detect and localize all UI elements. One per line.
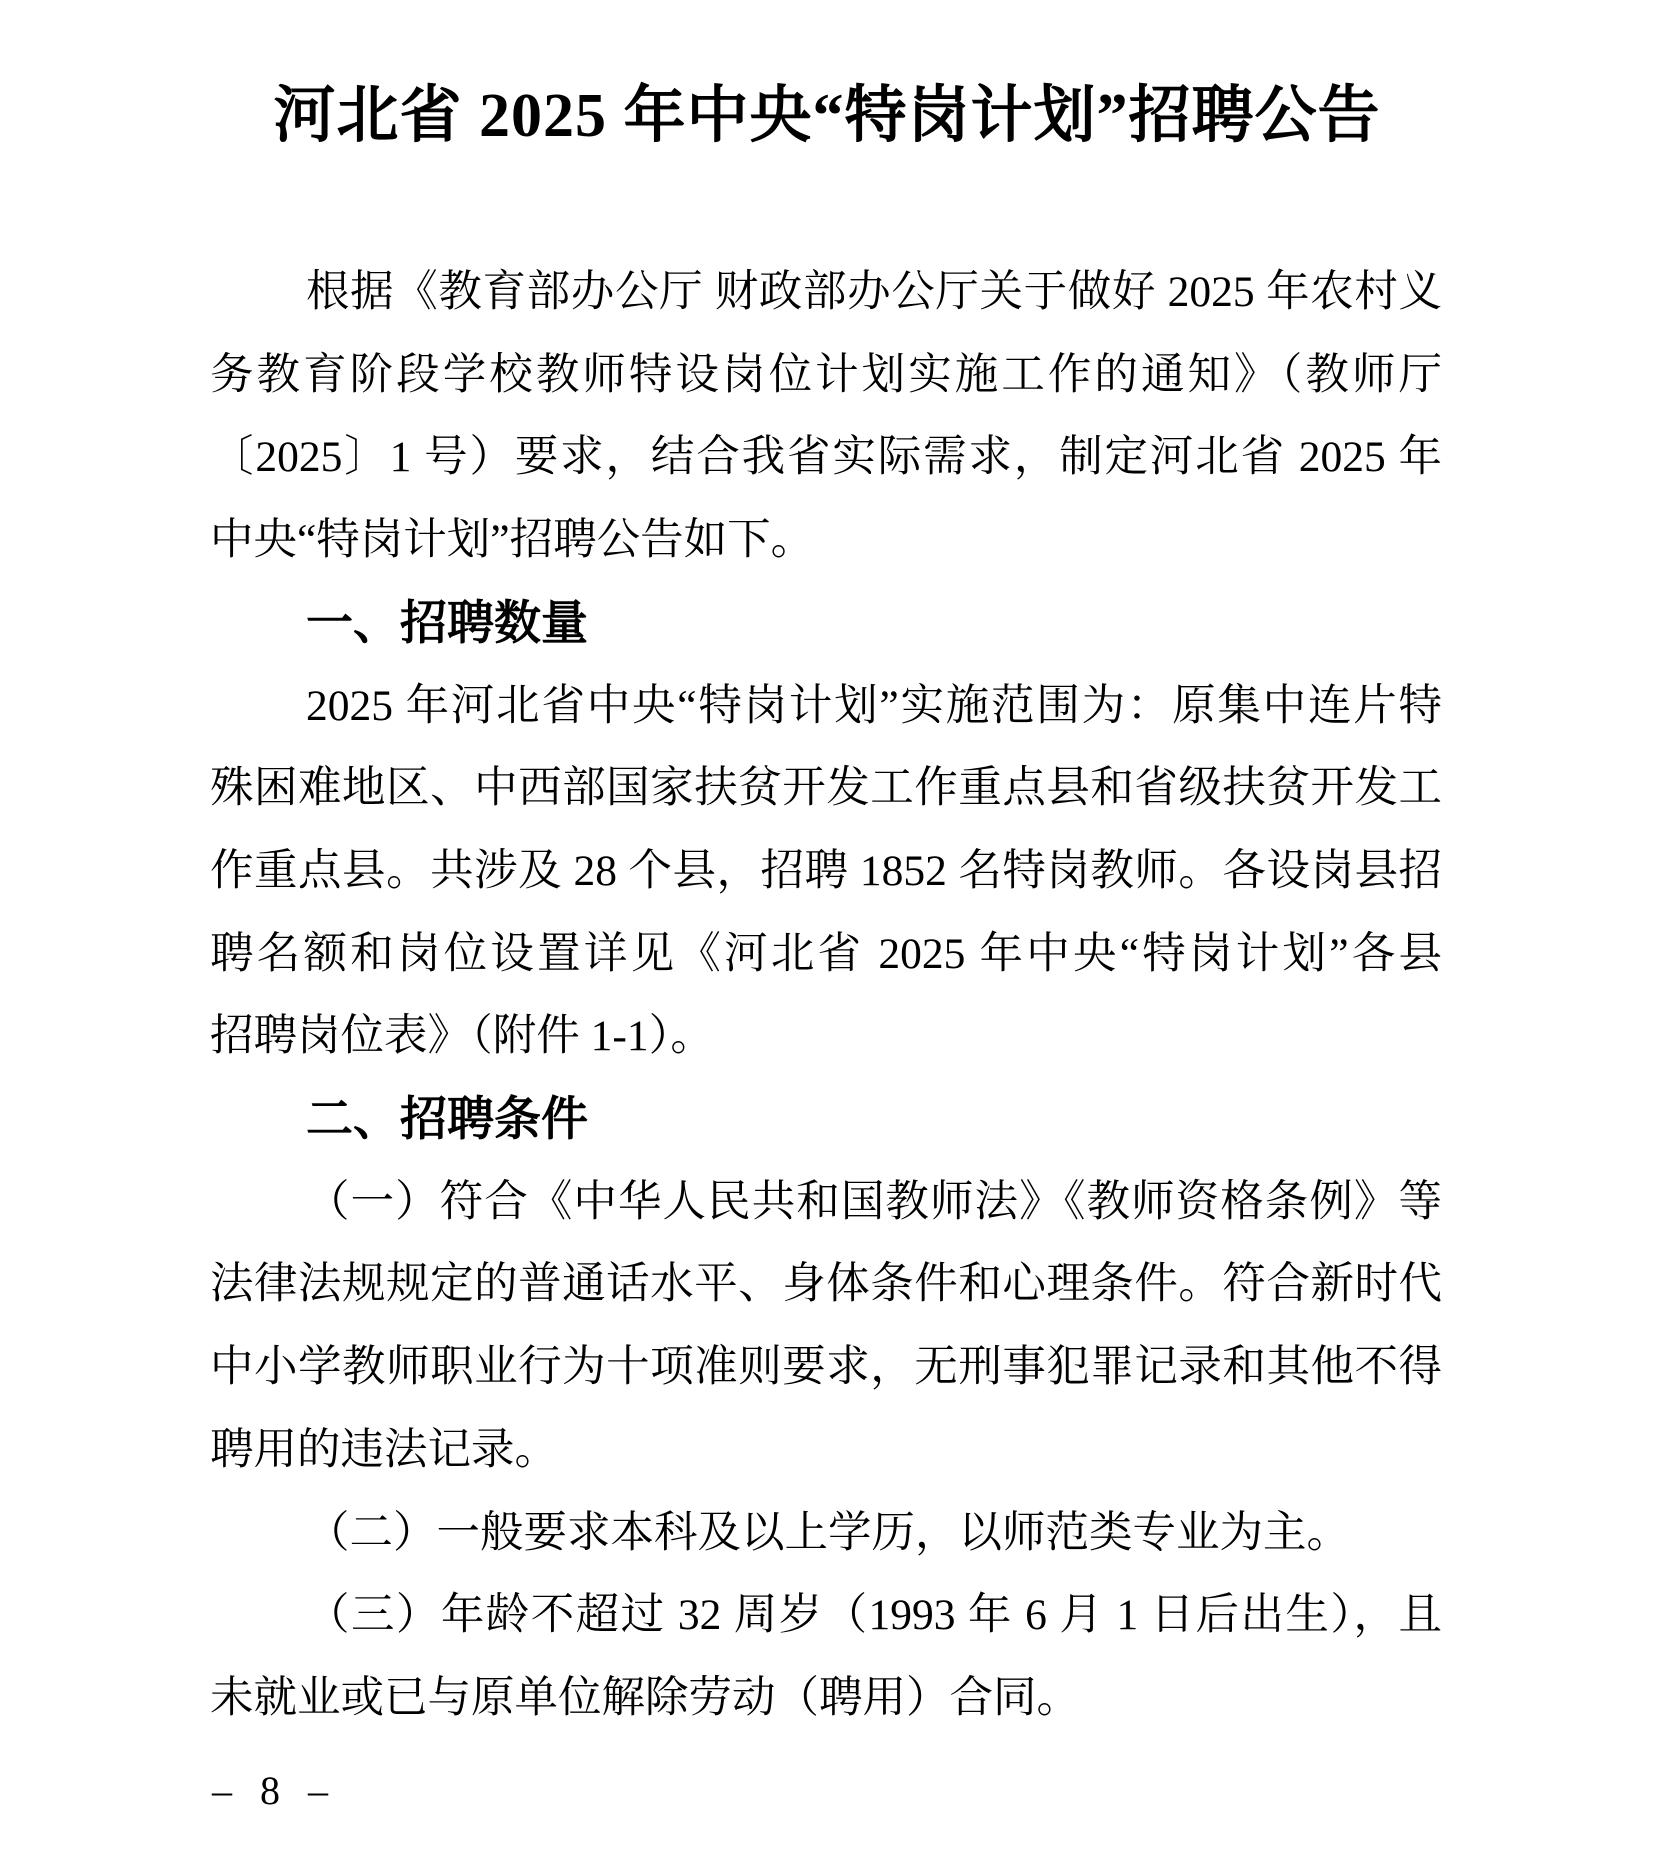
intro-line-4: 中央“特岗计划”招聘公告如下。: [210, 516, 815, 565]
quantity-line-4: 聘名额和岗位设置详见《河北省 2025 年中央“特岗计划”各县: [210, 929, 1442, 978]
conditions-item1-line-4: 聘用的违法记录。: [210, 1425, 558, 1474]
conditions-item1-line-2: 法律法规规定的普通话水平、身体条件和心理条件。符合新时代: [210, 1260, 1442, 1309]
section-heading-quantity: 一、招聘数量: [306, 595, 588, 649]
document-body: [210, 251, 1442, 1740]
quantity-line-1: 2025 年河北省中央“特岗计划”实施范围为：原集中连片特: [306, 681, 1442, 730]
conditions-item3-line-2: 未就业或已与原单位解除劳动（聘用）合同。: [210, 1673, 1080, 1722]
page-number: – 8 –: [212, 1768, 337, 1813]
intro-line-1: 根据《教育部办公厅 财政部办公厅关于做好 2025 年农村义: [306, 268, 1442, 316]
section-heading-conditions: 二、招聘条件: [306, 1092, 588, 1146]
quantity-line-3: 作重点县。共涉及 28 个县，招聘 1852 名特岗教师。各设岗县招: [210, 846, 1442, 895]
quantity-line-2: 殊困难地区、中西部国家扶贫开发工作重点县和省级扶贫开发工: [210, 764, 1442, 813]
conditions-item3-line-1: （三）年龄不超过 32 周岁（1993 年 6 月 1 日后出生），且: [306, 1591, 1442, 1640]
conditions-item2-line-1: （二）一般要求本科及以上学历，以师范类专业为主。: [306, 1508, 1350, 1557]
page-title: 河北省 2025 年中央“特岗计划”招聘公告: [273, 82, 1381, 150]
quantity-line-5: 招聘岗位表》（附件 1-1）。: [210, 1012, 714, 1061]
conditions-item1-line-1: （一）符合《中华人民共和国教师法》《教师资格条例》等: [306, 1177, 1442, 1226]
intro-line-2: 务教育阶段学校教师特设岗位计划实施工作的通知》（教师厅: [210, 350, 1442, 399]
intro-line-3: 〔2025〕1 号）要求，结合我省实际需求，制定河北省 2025 年: [210, 433, 1442, 482]
conditions-item1-line-3: 中小学教师职业行为十项准则要求，无刑事犯罪记录和其他不得: [210, 1343, 1442, 1392]
